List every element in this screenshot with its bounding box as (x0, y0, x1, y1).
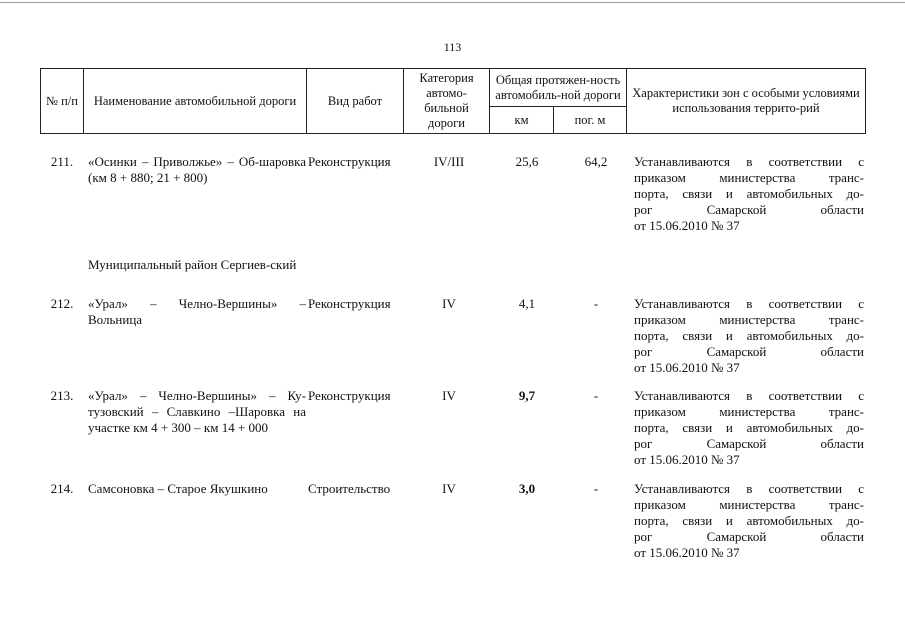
characteristics-line: порта, связи и автомобильных до- (634, 186, 864, 201)
characteristics-line: приказом министерства транс- (634, 497, 864, 512)
length-km: 25,6 (515, 154, 539, 169)
work-kind: Реконструкция (308, 154, 391, 169)
header-road-name: Наименование автомобильной дороги (84, 69, 307, 134)
characteristics-line: порта, связи и автомобильных до- (634, 420, 864, 435)
page-top-border (0, 2, 905, 3)
table-header (40, 68, 866, 134)
zone-characteristics (634, 296, 864, 376)
work-kind: Реконструкция (308, 296, 391, 311)
row-number: 214. (50, 481, 74, 496)
zone-characteristics (634, 154, 864, 234)
row-number: 212. (50, 296, 74, 311)
characteristics-line: Устанавливаются в соответствии с (634, 296, 864, 311)
road-name: «Осинки – Приволжье» – Об-шаровка (км 8 + 880; 21 + 800) (88, 154, 306, 185)
row-number: 211. (50, 154, 74, 169)
header-characteristics: Характеристики зон с особыми условиями использования террито-рий (627, 69, 866, 134)
road-name: «Урал» – Челно-Вершины» – Ку-тузовский – Славкино –Шаровка на участке км 4 + 300 – км 14 + 000 (88, 388, 306, 435)
header-category: Категория автомо-бильной дороги (404, 69, 490, 134)
characteristics-line: от 15.06.2010 № 37 (634, 545, 740, 560)
header-work-kind: Вид работ (307, 69, 404, 134)
work-kind: Строительство (308, 481, 391, 496)
row-number: 213. (50, 388, 74, 403)
length-pog-m: - (593, 296, 599, 311)
header-pog-m: пог. м (554, 107, 627, 134)
characteristics-line: порта, связи и автомобильных до- (634, 513, 864, 528)
characteristics-line: от 15.06.2010 № 37 (634, 218, 740, 233)
zone-characteristics (634, 481, 864, 561)
road-category: IV/III (433, 154, 465, 169)
zone-characteristics (634, 388, 864, 468)
length-pog-m: 64,2 (584, 154, 608, 169)
length-km: 4,1 (518, 296, 536, 311)
characteristics-line: Устанавливаются в соответствии с (634, 481, 864, 496)
length-pog-m: - (593, 481, 599, 496)
characteristics-line: Устанавливаются в соответствии с (634, 388, 864, 403)
characteristics-line: приказом министерства транс- (634, 312, 864, 327)
characteristics-line: от 15.06.2010 № 37 (634, 360, 740, 375)
work-kind: Реконструкция (308, 388, 391, 403)
road-category: IV (442, 481, 456, 496)
characteristics-line: приказом министерства транс- (634, 404, 864, 419)
header-km: км (490, 107, 554, 134)
characteristics-line: рог Самарской области (634, 436, 864, 451)
road-category: IV (442, 388, 456, 403)
length-km: 3,0 (518, 481, 536, 496)
header-length: Общая протяжен-ность автомобиль-ной дороги (490, 69, 627, 107)
length-pog-m: - (593, 388, 599, 403)
road-name: «Урал» – Челно-Вершины» – Вольница (88, 296, 306, 327)
length-km: 9,7 (518, 388, 536, 403)
page-number: 113 (443, 40, 462, 54)
characteristics-line: рог Самарской области (634, 529, 864, 544)
characteristics-line: от 15.06.2010 № 37 (634, 452, 740, 467)
characteristics-line: рог Самарской области (634, 344, 864, 359)
characteristics-line: Устанавливаются в соответствии с (634, 154, 864, 169)
road-category: IV (442, 296, 456, 311)
characteristics-line: рог Самарской области (634, 202, 864, 217)
header-num: № п/п (41, 69, 84, 134)
characteristics-line: приказом министерства транс- (634, 170, 864, 185)
road-name: Самсоновка – Старое Якушкино (88, 481, 268, 496)
district-heading: Муниципальный район Сергиев-ский (88, 257, 297, 272)
characteristics-line: порта, связи и автомобильных до- (634, 328, 864, 343)
